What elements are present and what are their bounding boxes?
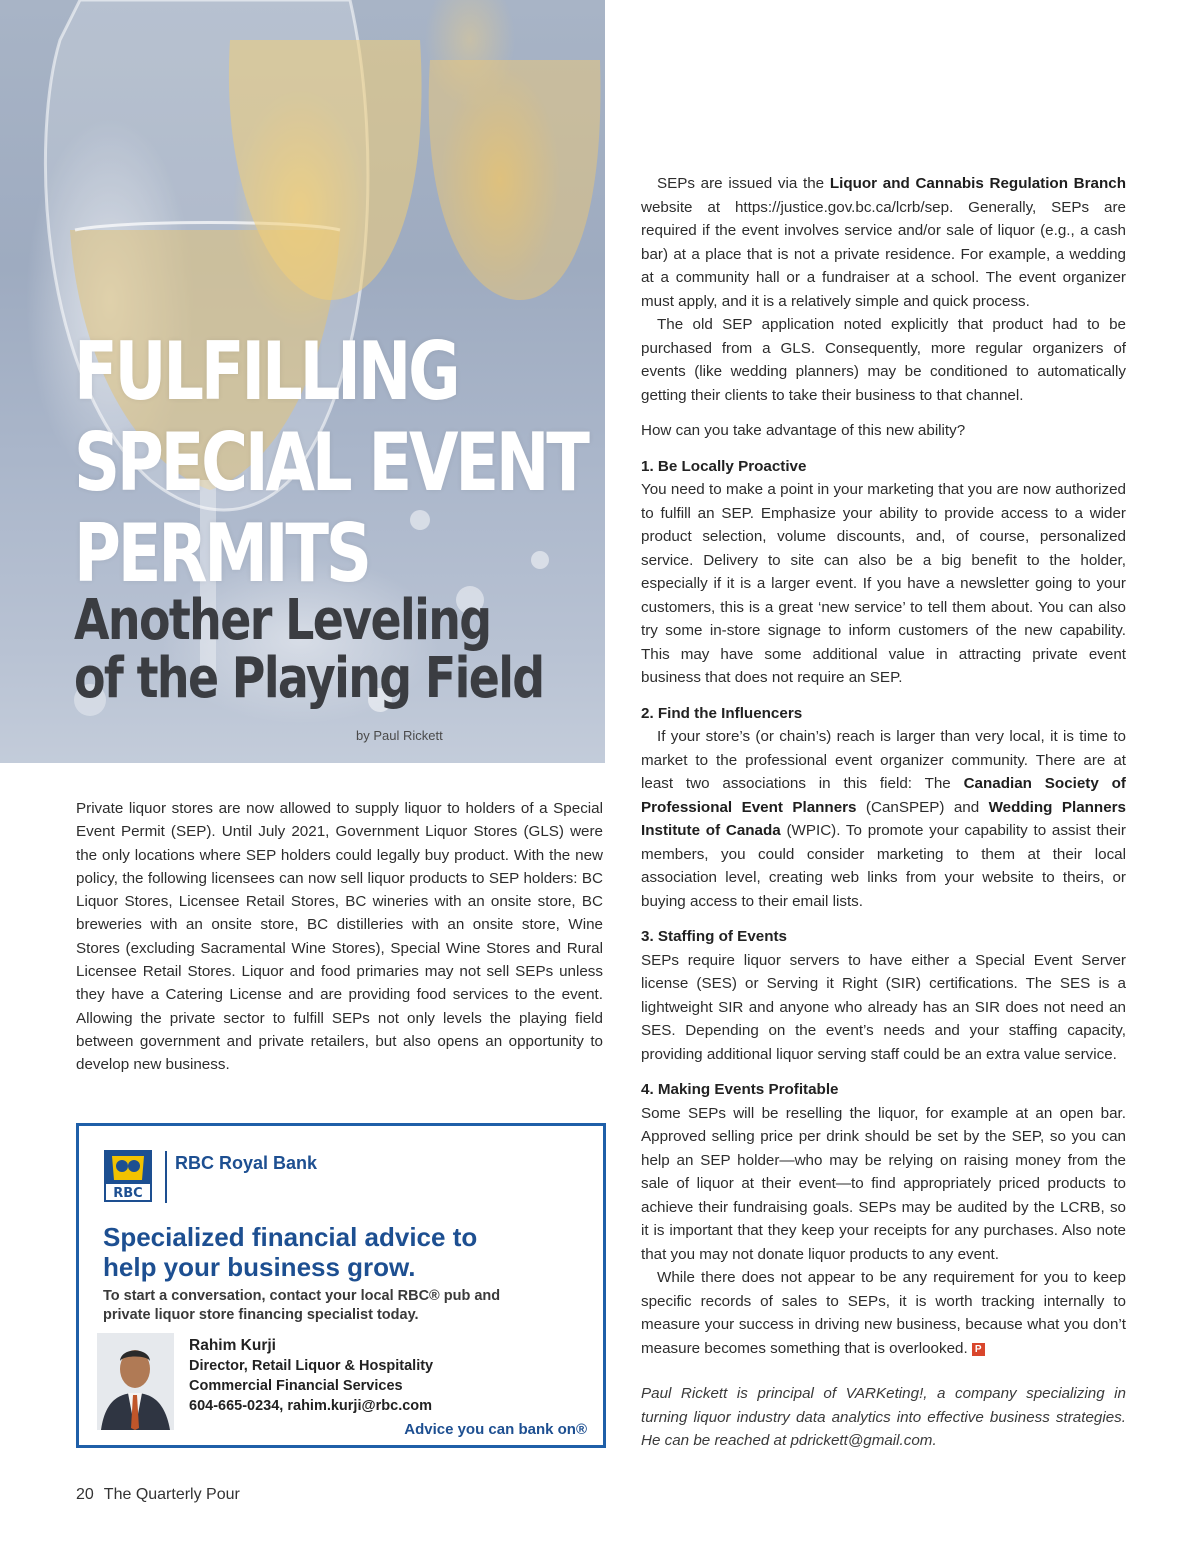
ad-headline [103, 1222, 583, 1282]
wpic-name: Wedding Planners Institute of Canada [641, 798, 1126, 839]
article-body [641, 172, 1126, 1453]
page-footer [76, 1486, 240, 1504]
lcrb-name: Liquor and Cannabis Regulation Branch [829, 175, 1126, 192]
contact-title: Director, Retail Liquor & Hospitality [189, 1358, 434, 1374]
article-subtitle [74, 588, 544, 711]
intro-paragraph: Private liquor stores are now allowed to supply liquor to holders of a Special Event Permit (SEP). Until July 2021, Government Liquor Stores (GLS) were the only locations where SEP holders could legally buy product. With the new policy, the following licensees can now sell liquor products to SEP holders: BC Liquor Stores, Licensee Retail Stores, BC wineries with an onsite store, BC breweries with an onsite store, BC distilleries with an onsite store, Wine Stores (excluding Sacramental Wine Stores), Special Wine Stores and Rural Licensee Retail Stores. Liquor and food primaries may not sell SEPs unless they have a Catering License and are providing food services to the event. Allowing the private sector to fulfill SEPs not only levels the playing field between government and private retailers, but also opens an opportunity to develop new business. [76, 800, 603, 1074]
paragraph: SEPs require liquor servers to have either a Special Event Server license (SES) or Serving it Right (SIR) certifications. The SES is a lightweight SIR and anyone who already has an SIR does not need an SES. Depending on the event’s needs and your staffing capacity, providing additional liquor serving staff could be an extra value service. [641, 951, 1126, 1063]
rbc-logo-icon [104, 1150, 152, 1202]
ad-cta-line: To start a conversation, contact your local RBC® pub and [103, 1288, 501, 1304]
publication-name: The Quarterly Pour [103, 1486, 240, 1503]
logo-text: RBC [113, 1186, 143, 1201]
ad-headline-line: help your business grow. [103, 1252, 416, 1282]
author-bio: Paul Rickett is principal of VARKeting!, a company specializing in turning liquor industry data analytics into effective business strategies. He can be reached at pdrickett@gmail.com. [641, 1385, 1126, 1449]
article-title [74, 325, 587, 600]
paragraph: How can you take advantage of this new ability? [641, 422, 966, 439]
logo-divider [165, 1151, 167, 1203]
contact-name: Rahim Kurji [189, 1337, 276, 1354]
canspep-name: Canadian Society of Professional Event Planners [641, 775, 1126, 816]
paragraph: While there does not appear to be any requirement for you to keep specific records of sales to SEPs, it is worth tracking internally to measure your success in driving new business, because what you don’t measure becomes something that is overlooked. P [641, 1269, 1126, 1357]
contact-info[interactable]: 604-665-0234, rahim.kurji@rbc.com [189, 1398, 433, 1414]
hero-image [0, 0, 605, 763]
contact-photo [97, 1333, 174, 1430]
title-line: SPECIAL EVENT [74, 416, 587, 509]
paragraph: The old SEP application noted explicitly that product had to be purchased from a GLS. Consequently, more regular organizers of events (like wedding planners) may be conditioned to automatically getting their clients to take their business to that channel. [641, 316, 1126, 404]
byline: by Paul Rickett [356, 728, 443, 743]
person-portrait-icon [97, 1333, 174, 1430]
paragraph: SEPs are issued via the Liquor and Cannabis Regulation Branch website at https://justice.gov.bc.ca/lcrb/sep. Generally, SEPs are required if the event involves service and/or sale of liquor (e.g., a cash bar) at a place that is not a private residence. For example, a wedding at a community hall or a fundraiser at a school. The event organizer must apply, and it is a relatively simple and quick process. [641, 175, 1126, 310]
ad-brand-name: RBC Royal Bank [175, 1153, 318, 1173]
title-line: FULFILLING [74, 325, 458, 418]
section-heading: 2. Find the Influencers [641, 704, 803, 722]
ad-call-to-action [103, 1287, 593, 1325]
subtitle-line: Another Leveling [74, 588, 491, 653]
end-mark-icon: P [972, 1343, 985, 1356]
rbc-advertisement[interactable] [76, 1123, 606, 1448]
section-heading: 1. Be Locally Proactive [641, 457, 807, 475]
paragraph: You need to make a point in your marketing that you are now authorized to fulfill an SEP. Emphasize your ability to provide access to a wider product selection, volume discounts, and, of course, personalized service. Delivery to site can also be a big benefit to the holder, especially if it is a larger event. If you have a newsletter going to your customers, this is a great ‘new service’ to tell them about. You can also try some in-store signage to inform customers of the new capability. This may have some additional value in attracting private event business that does not require an SEP. [641, 481, 1126, 686]
section-heading: 4. Making Events Profitable [641, 1081, 839, 1098]
page-number: 20 [76, 1486, 94, 1503]
ad-cta-line: private liquor store financing specialist today. [103, 1307, 419, 1323]
contact-department: Commercial Financial Services [189, 1378, 403, 1394]
subtitle-line: of the Playing Field [74, 646, 544, 711]
ad-tagline: Advice you can bank on® [404, 1421, 587, 1438]
paragraph: Some SEPs will be reselling the liquor, for example at an open bar. Approved selling price per drink should be set by the SEP, so you can help an SEP holder—who may be relying on raising money from the sale of liquor at their event—to find appropriately priced products to achieve their fundraising goals. SEPs may be audited by the LCRB, so it is important that they keep your receipts for any purchases. Also note that you may not donate liquor products to any event. [641, 1104, 1126, 1263]
ad-headline-line: Specialized financial advice to [103, 1222, 478, 1252]
paragraph: If your store’s (or chain’s) reach is larger than very local, it is time to market to the professional event organizer community. There are at least two associations in this field: The Canadian Society of Professional Event Planners (CanSPEP) and Wedding Planners Institute of Canada (WPIC). To promote your capability to assist their members, you could consider marketing to them at their local association level, creating web links from your website to theirs, or buying access to their email lists. [641, 728, 1126, 910]
section-heading: 3. Staffing of Events [641, 928, 787, 945]
title-line: PERMITS [74, 507, 369, 600]
contact-details [189, 1336, 433, 1416]
